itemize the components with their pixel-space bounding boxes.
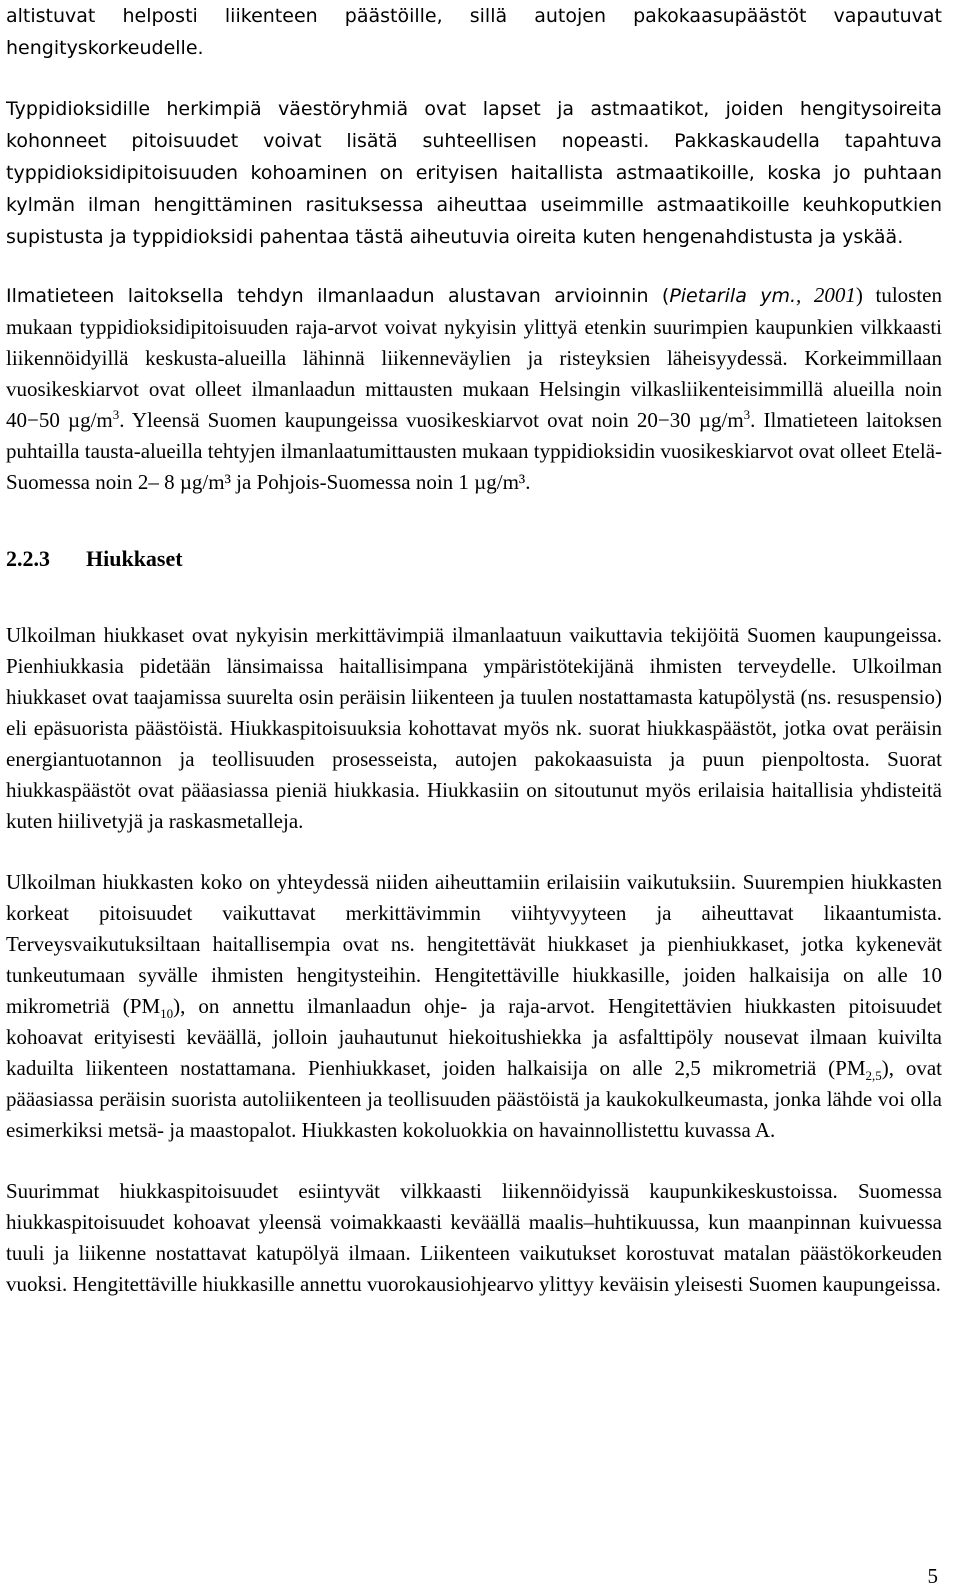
paragraph-text: Ilmatieteen laitoksella tehdyn ilmanlaadun alustavan arvioinnin ( bbox=[6, 285, 670, 307]
paragraph-text: ) tulosten mukaan typpidioksidipitoisuuden raja-arvot voivat nykyisin ylittyä etenkin suurimpien kaupunkien vilkkaasti liikennöidyillä keskusta-alueilla lähinnä liikenneväylien ja risteyksien läheisyydessä. bbox=[6, 283, 942, 370]
paragraph-gap bbox=[6, 837, 942, 867]
citation-year: , 2001 bbox=[796, 283, 856, 307]
page-number: 5 bbox=[927, 1564, 938, 1588]
paragraph-particle-size bbox=[6, 867, 942, 1146]
paragraph-text: Suurimmat hiukkaspitoisuudet esiintyvät vilkkaasti liikennöidyissä kaupunkikeskustoissa. Suomessa hiukkaspitoisuudet kohoavat yleensä voimakkaasti keväällä maalis–huhtikuussa, kun maanpinnan kuivuessa tuuli ja liikenne nostattavat katupölyä ilmaan. Liikenteen vaikutukset korostuvat matalan päästökorkeuden vuoksi. Hengitettäville hiukkasille annettu vuorokausiohjearvo ylittyy keväisin yleisesti Suomen kaupungeissa. bbox=[6, 1179, 942, 1296]
superscript: 3 bbox=[112, 407, 120, 422]
paragraph-text: . Ilmatieteen laitoksen puhtailla tausta-alueilla tehtyjen ilmanlaatumittausten mukaan typpidioksidin vuosikeskiarvot ovat olleet Etelä-Suomessa noin 2– 8 µg/m³ ja Pohjois-Suomessa noin 1 µg/m³. bbox=[6, 408, 943, 494]
paragraph-text: . Yleensä Suomen kaupungeissa vuosikeskiarvot ovat noin 20−30 µg/m bbox=[119, 408, 744, 432]
paragraph-text: Ulkoilman hiukkaset ovat nykyisin merkittävimpiä ilmanlaatuun vaikuttavia tekijöitä Suomen kaupungeissa. Pienhiukkasia pidetään länsimaissa haitallisimpana ympäristötekijänä ihmisten terveydelle. Ulkoilman hiukkaset ovat taajamissa suurelta osin peräisin liikenteen ja tuulen nostattamasta katupölystä (ns. resuspensio) eli epäsuorista päästöistä. Hiukkaspitoisuuksia kohottavat myös nk. suorat hiukkaspäästöt, jotka ovat peräisin energiantuotannon ja teollisuuden prosesseista, autojen pakokaasuista ja puun pienpoltosta. Suorat hiukkaspäästöt ovat pääasiassa pieniä hiukkasia. Hiukkasiin on sitoutunut myös erilaisia haitallisia yhdisteitä kuten hiilivetyjä ja raskasmetalleja. bbox=[6, 623, 942, 833]
paragraph-no2-sensitive-groups bbox=[6, 93, 942, 253]
paragraph-text: Korkeimmillaan vuosikeskiarvot ovat olleet ilmanlaadun mittausten mukaan Helsingin vilkasliikenteisimmillä alueilla noin 40−50 µg/m bbox=[6, 346, 942, 432]
section-heading bbox=[6, 543, 942, 574]
section-gap bbox=[6, 498, 942, 543]
subscript: 10 bbox=[160, 1006, 174, 1022]
paragraph-text: ), on annettu ilmanlaadun ohje- ja raja-arvot. Hengitettävien hiukkasten pitoisuudet kohoavat erityisesti keväällä, jolloin jauhautunut hiekoitushiekka ja asfalttipöly nousevat ilmaan kuivilta kaduilta liikenteen nostattamana. Pienhiukkaset, joiden halkaisija on alle 2,5 mikrometriä (PM bbox=[6, 994, 942, 1080]
paragraph-particles-intro bbox=[6, 620, 942, 837]
section-title: Hiukkaset bbox=[86, 546, 183, 571]
section-number: 2.2.3 bbox=[6, 546, 50, 571]
paragraph-text: ), ovat pääasiassa peräisin suorista autoliikenteen ja teollisuuden päästöistä ja kaukokulkeumasta, jonka lähde voi olla esimerkiksi metsä- ja maastopalot. Hiukkasten kokoluokkia on havainnollistettu kuvassa A. bbox=[6, 1056, 942, 1142]
paragraph-gap bbox=[6, 253, 942, 280]
section-gap bbox=[6, 574, 942, 620]
paragraph-continuation bbox=[6, 0, 942, 64]
superscript: 3 bbox=[743, 407, 751, 422]
paragraph-text: Ulkoilman hiukkasten koko on yhteydessä niiden aiheuttamiin erilaisiin vaikutuksiin. Suurempien hiukkasten korkeat pitoisuudet vaikuttavat merkittävimmin viihtyvyyteen ja aiheuttavat likaantumista. Terveysvaikutuksiltaan haitallisempia ovat ns. hengitettävät hiukkaset ja pienhiukkaset, jotka kykenevät tunkeutumaan syvälle ihmisten hengitysteihin. Hengitettäville hiukkasille, joiden halkaisija on alle 10 mikrometriä (PM bbox=[6, 870, 942, 1018]
paragraph-text: Typpidioksidille herkimpiä väestöryhmiä ovat lapset ja astmaatikot, joiden hengitysoireita kohonneet pitoisuudet voivat lisätä suhteellisen nopeasti. bbox=[6, 98, 942, 152]
paragraph-gap bbox=[6, 64, 942, 93]
paragraph-no2-assessment bbox=[6, 280, 942, 498]
paragraph-particle-levels bbox=[6, 1176, 942, 1300]
subscript: 2,5 bbox=[865, 1068, 882, 1084]
paragraph-gap bbox=[6, 1146, 942, 1176]
paragraph-text: Pakkaskaudella tapahtuva typpidioksidipitoisuuden kohoaminen on erityisen haitallista astmaatikoille, koska jo puhtaan kylmän ilman hengittäminen rasituksessa aiheuttaa useimmille astmaatikoille keuhkoputkien supistusta ja typpidioksidi pahentaa tästä aiheutuvia oireita kuten hengenahdistusta ja yskää. bbox=[6, 130, 943, 248]
citation-authors: Pietarila ym. bbox=[669, 285, 797, 307]
paragraph-text: altistuvat helposti liikenteen päästöille, sillä autojen pakokaasupäästöt vapautuvat hengityskorkeudelle. bbox=[6, 5, 942, 59]
